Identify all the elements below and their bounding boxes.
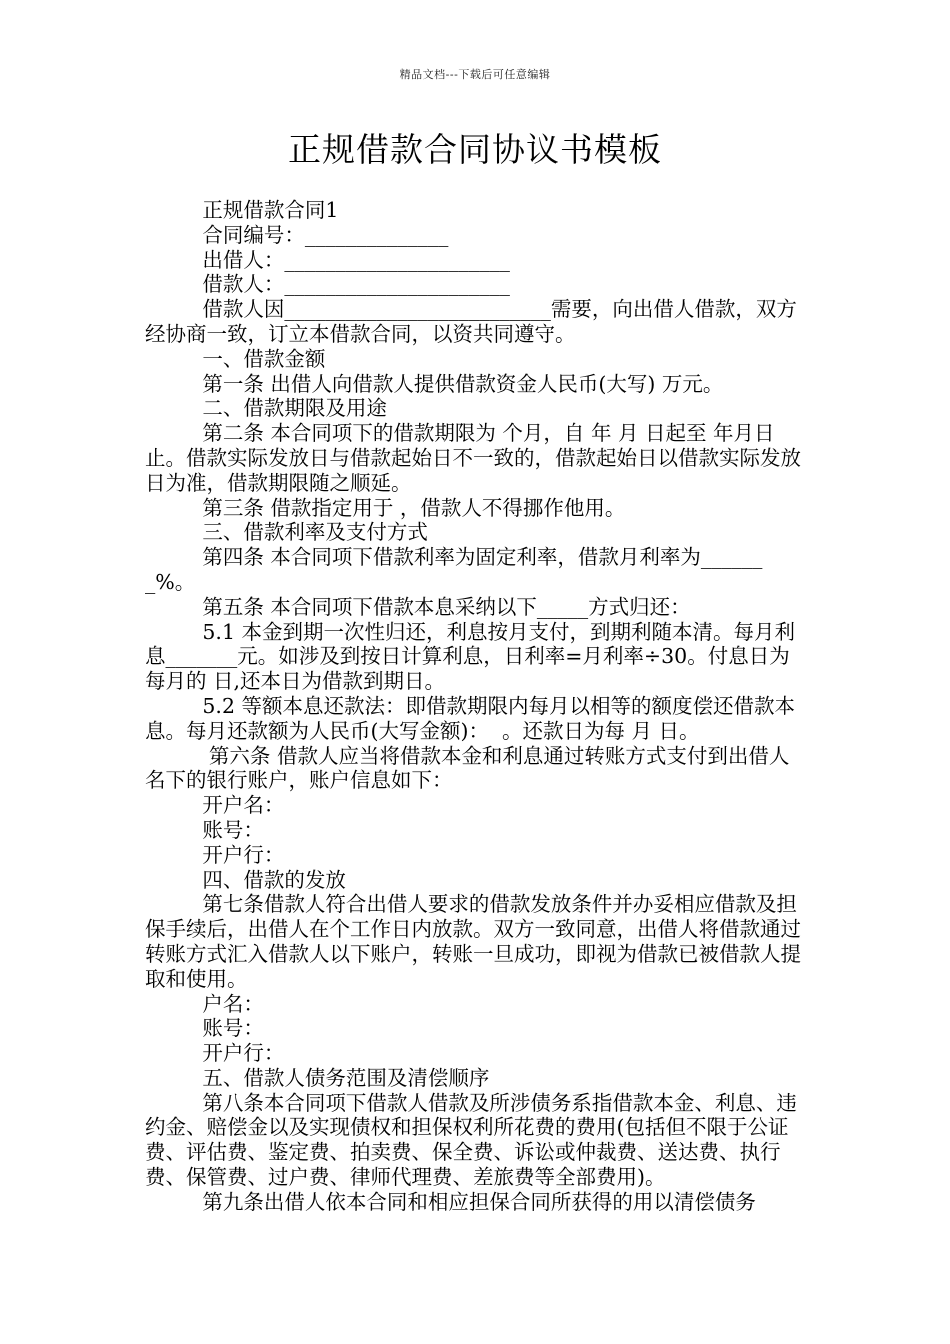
paragraph: 第八条本合同项下借款人借款及所涉债务系指借款本金、利息、违约金、赔偿金以及实现债权和担保权利所花费的费用(包括但不限于公证费、评估费、鉴定费、拍卖费、保全费、诉讼或仲裁费、送达费、执行费、保管费、过户费、律师代理费、差旅费等全部费用)。	[145, 1090, 797, 1190]
paragraph: 借款人因__________________________需要，向出借人借款，双方经协商一致，订立本借款合同，以资共同遵守。	[145, 297, 797, 346]
paragraph: 第七条借款人符合出借人要求的借款发放条件并办妥相应借款及担保手续后，出借人在个工作日内放款。双方一致同意，出借人将借款通过转账方式汇入借款人以下账户，转账一旦成功，即视为借款已被借款人提取和使用。	[145, 892, 801, 991]
account-field: 开户行：	[202, 842, 285, 867]
paragraph: 第九条出借人依本合同和相应担保合同所获得的用以清偿债务	[202, 1189, 756, 1214]
paragraph: 第四条 本合同项下借款利率为固定利率，借款月利率为_______%。	[145, 545, 763, 594]
account-field: 开户行：	[202, 1041, 285, 1066]
document-title: 正规借款合同协议书模板	[288, 130, 662, 169]
paragraph: 5.2 等额本息还款法：即借款期限内每月以相等的额度偿还借款本息。每月还款额为人民币(大写金额)： 。还款日为每 月 日。	[145, 693, 796, 743]
account-field: 账号：	[202, 817, 264, 842]
paragraph: 借款人：______________________	[202, 272, 510, 297]
paragraph: 第一条 出借人向借款人提供借款资金人民币(大写) 万元。	[202, 371, 724, 396]
paragraph: 正规借款合同1	[202, 198, 339, 222]
paragraph: 5.1 本金到期一次性归还，利息按月支付，到期利随本清。每月利息_______元。如涉及到按日计算利息，日利率=月利率÷30。付息日为每月的 日,还本日为借款到期日。	[145, 619, 796, 694]
paragraph: 出借人：______________________	[202, 247, 510, 272]
paragraph: 合同编号：______________	[202, 222, 449, 247]
account-field: 户名：	[202, 991, 264, 1016]
section-heading: 二、借款期限及用途	[202, 396, 387, 421]
section-heading: 一、借款金额	[202, 346, 326, 371]
section-heading: 五、借款人债务范围及清偿顺序	[202, 1065, 490, 1090]
paragraph: 第三条 借款指定用于 ，借款人不得挪作他用。	[202, 495, 626, 520]
paragraph: 第六条 借款人应当将借款本金和利息通过转账方式支付到出借人名下的银行账户，账户信息如下：	[145, 743, 790, 793]
section-heading: 三、借款利率及支付方式	[202, 520, 428, 545]
account-field: 开户名：	[202, 793, 285, 818]
account-field: 账号：	[202, 1016, 264, 1041]
document-body	[145, 198, 805, 1215]
paragraph: 第五条 本合同项下借款本息采纳以下_____方式归还：	[202, 594, 691, 619]
page-header: 精品文档---下载后可任意编辑	[399, 68, 551, 81]
section-heading: 四、借款的发放	[202, 867, 346, 892]
paragraph: 第二条 本合同项下的借款期限为 个月，自 年 月 日起至 年月日止。借款实际发放日与借款起始日不一致的，借款起始日以借款实际发放日为准，借款期限随之顺延。	[145, 421, 801, 495]
